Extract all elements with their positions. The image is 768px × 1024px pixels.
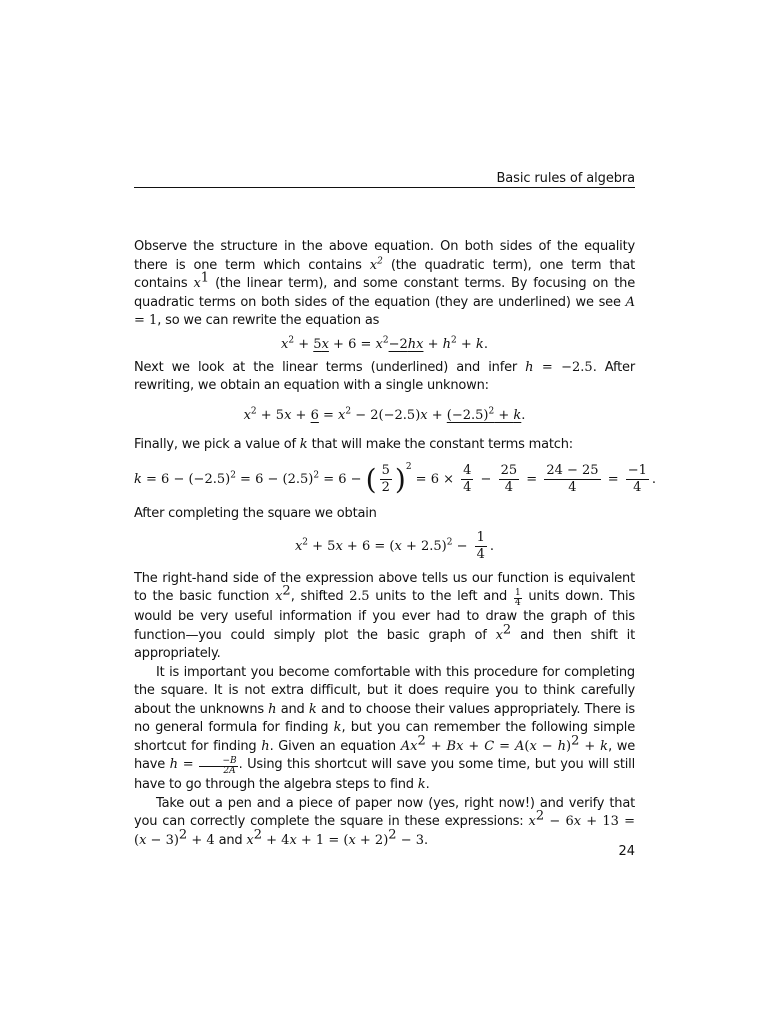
p5-text-5: and then shift it appropriately. [134, 627, 635, 661]
running-header: Basic rules of algebra [496, 171, 635, 186]
p6-text-7: . Using this shortcut will save you some time, but you will still have to go through the algebra steps to find [134, 757, 635, 792]
p6-text-2: and [276, 701, 309, 717]
math-exercise-1: $x^2 - 6x + 13 = (x - 3)^2 + 4$ [134, 808, 636, 848]
math-h-value: h = −2.5 [525, 359, 593, 375]
p3-text-2: that will make the constant terms match: [307, 436, 573, 452]
math-general-equation: $Ax^2 + Bx + C = A(x - h)^2 + k$ [400, 733, 609, 754]
p5-text-4: units down. This would be very useful information if you ever had to draw the graph of this function—you could simply plot the basic graph of [134, 589, 636, 643]
p6-text-5: . Given an equation [269, 738, 401, 754]
p7-text-1: Take out a pen and a piece of paper now (yes, right now!) and verify that you can correctly complete the square in these expressions: [134, 795, 635, 829]
paragraph-after-completing [134, 505, 635, 524]
math-x-squared-2: $x^2$ [275, 583, 291, 604]
math-x-squared-3: $x^2$ [495, 622, 512, 643]
math-a-equals-1: A = 1 [134, 294, 635, 328]
math-exercise-2: $x^2 + 4x + 1 = (x + 2)^2 - 3$ [246, 827, 424, 848]
p6-text-3: and to choose their values appropriately. There is no general formula for finding [134, 701, 635, 735]
p1-text-1: Observe the structure in the above equation. On both sides of the equality there is one term which contains [134, 239, 635, 273]
math-2-5: 2.5 [349, 589, 370, 604]
paragraph-exercise [134, 795, 635, 851]
p4-text-1: After completing the square we obtain [134, 506, 377, 521]
page [134, 0, 657, 1024]
paragraph-right-hand-side [134, 570, 635, 664]
paragraph-comfortable [134, 664, 635, 795]
p5-text-3: units to the left and [369, 589, 513, 604]
p2-text-1: Next we look at the linear terms (underlined) and infer [134, 359, 526, 375]
header-rule [134, 187, 635, 188]
p5-text-1: The right-hand side of the expression above tells us our function is equivalent to the basic function [134, 570, 635, 604]
math-h-shortcut: h = $\frac{-B}{2A}$ [169, 756, 237, 776]
math-k-2: k [308, 701, 317, 717]
page-number: 24 [618, 844, 635, 859]
p6-text-6: , we have [134, 738, 635, 772]
p1-text-4: , so we can rewrite the equation as [157, 313, 380, 328]
paragraph-constant-terms [134, 436, 635, 455]
p1-text-2: (the quadratic term), one term that contains [134, 257, 635, 291]
p7-text-2: and [214, 832, 247, 848]
p1-text-3: (the linear term), and some constant terms. By focusing on the quadratic terms on both sides of the equation (they are underlined) we see [134, 276, 635, 310]
math-h: h [268, 701, 277, 717]
p6-text-4: , but you can remember the following simple shortcut for finding [134, 720, 635, 754]
p3-text-1: Finally, we pick a value of [134, 436, 300, 452]
math-h-2: h [261, 738, 270, 754]
equation-4: $x^2 + 5x + 6 = (x + 2.5)^2$ − $\frac{1}{4}$ . [294, 529, 495, 562]
math-x-squared: $x^2$ [369, 256, 383, 273]
paragraph-structure [134, 238, 635, 331]
math-k-3: k [333, 720, 342, 735]
p7-text-3: . [424, 832, 428, 848]
p6-text-1: It is important you become comfortable with this procedure for completing the square. It is not extra difficult, but it does require you to think carefully about the unknowns [134, 664, 635, 717]
p5-text-2: , shifted [290, 589, 350, 604]
equation-1: $x^2 + 5x + 6 = x^2-2hx + h^2 + k$. [281, 335, 488, 352]
p2-text-2: . After rewriting, we obtain an equation with a single unknown: [134, 359, 635, 393]
math-k: k [299, 436, 308, 452]
equation-2: $x^2 + 5x + 6 = x^2 - 2(-2.5)x + (-2.5)^2 + k$. [243, 406, 526, 423]
math-k-4: k [417, 777, 426, 792]
math-x-to-1: $x^1$ [193, 270, 210, 291]
page-body [134, 238, 657, 850]
equation-3: $k = 6 - (-2.5)^2 = 6 - (2.5)^2 = 6$ − ( $\frac{5}{2}$ )$^2$ = 6 × $\frac{4}{4}$ − $\frac{25}{4}$ = $\frac{24 - 25}{4}$ = $\frac{-1}{4}$ . [134, 462, 657, 496]
p6-text-8: . [425, 777, 430, 792]
paragraph-linear-terms [134, 359, 635, 396]
math-one-quarter: $\frac{1}{4}$ [514, 588, 521, 608]
